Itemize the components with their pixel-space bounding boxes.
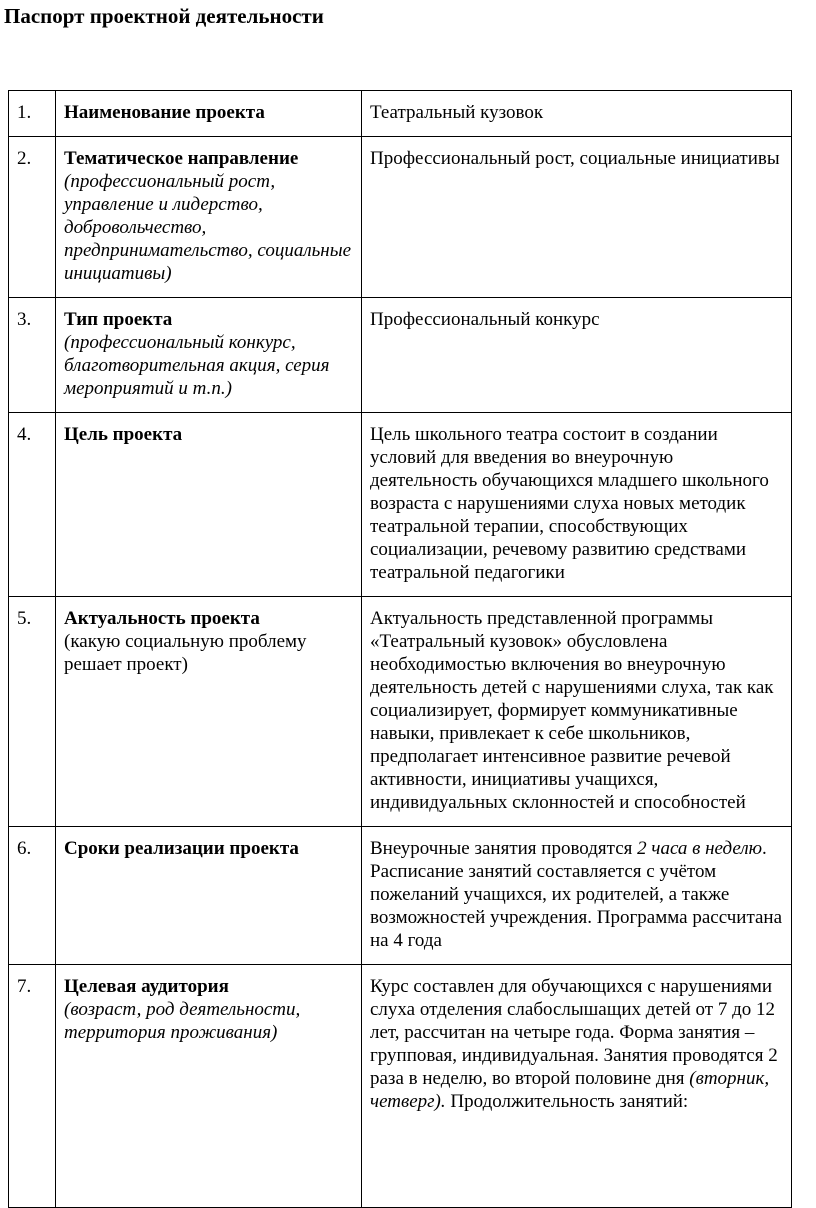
row-note: (возраст, род деятельности, территория проживания) — [64, 999, 301, 1043]
row-value: Актуальность представленной программы «Театральный кузовок» обусловлена необходимостью включения во внеурочную деятельность детей с нарушениями слуха, так как социализирует, формирует коммуникативные навыки, привлекает к себе школьников, предполагает интенсивное развитие речевой активности, инициативы учащихся, индивидуальных склонностей и способностей — [362, 597, 792, 827]
row-number: 6. — [9, 827, 56, 965]
row-value: Профессиональный рост, социальные инициативы — [362, 137, 792, 298]
row-name: Тематическое направление — [64, 148, 299, 169]
row-value: Театральный кузовок — [362, 91, 792, 137]
table-row — [9, 413, 792, 597]
row-note: (профессиональный конкурс, благотворительная акция, серия мероприятий и т.п.) — [64, 332, 330, 399]
row-value — [362, 827, 792, 965]
row-value: Профессиональный конкурс — [362, 298, 792, 413]
row-number: 5. — [9, 597, 56, 827]
table-row — [9, 298, 792, 413]
row-name: Наименование проекта — [64, 102, 265, 123]
row-name-cell — [56, 298, 362, 413]
row-value: Цель школьного театра состоит в создании условий для введения во внеурочную деятельность обучающихся младшего школьного возраста с нарушениями слуха новых методик театральной терапии, способствующих социализации, речевому развитию средствами театральной педагогики — [362, 413, 792, 597]
value-emphasis: (вторник, четверг). — [370, 1068, 770, 1112]
row-name: Сроки реализации проекта — [64, 838, 299, 859]
project-passport-table — [8, 90, 792, 1208]
row-number: 7. — [9, 965, 56, 1208]
table-row — [9, 965, 792, 1208]
row-name: Целевая аудитория — [64, 976, 229, 997]
table-row — [9, 827, 792, 965]
value-text: Внеурочные занятия проводятся — [370, 838, 638, 859]
row-note: (профессиональный рост, управление и лидерство, добровольчество, предпринимательство, социальные инициативы) — [64, 171, 352, 284]
value-text: Курс составлен для обучающихся с нарушениями слуха отделения слабослышащих детей от 7 до 12 лет, рассчитан на четыре года. Форма занятия – групповая, индивидуальная. Занятия проводятся 2 раза в неделю, во второй половине дня — [370, 976, 778, 1089]
row-name: Цель проекта — [64, 424, 183, 445]
row-note: (какую социальную проблему решает проект) — [64, 631, 307, 675]
value-text: . Расписание занятий составляется с учётом пожеланий учащихся, их родителей, а также возможностей учреждения. Программа рассчитана на 4 года — [370, 838, 783, 951]
row-name-cell — [56, 965, 362, 1208]
row-number: 1. — [9, 91, 56, 137]
table-row — [9, 137, 792, 298]
table-row — [9, 91, 792, 137]
value-emphasis: 2 часа в неделю — [637, 838, 762, 859]
row-name-cell — [56, 597, 362, 827]
row-number: 2. — [9, 137, 56, 298]
row-number: 4. — [9, 413, 56, 597]
row-number: 3. — [9, 298, 56, 413]
document-title: Паспорт проектной деятельности — [4, 4, 324, 28]
row-name: Тип проекта — [64, 309, 173, 330]
value-text: Продолжительность занятий: — [445, 1091, 689, 1112]
row-value — [362, 965, 792, 1208]
row-name: Актуальность проекта — [64, 608, 260, 629]
row-name-cell — [56, 91, 362, 137]
table-row — [9, 597, 792, 827]
row-name-cell — [56, 413, 362, 597]
row-name-cell — [56, 827, 362, 965]
row-name-cell — [56, 137, 362, 298]
